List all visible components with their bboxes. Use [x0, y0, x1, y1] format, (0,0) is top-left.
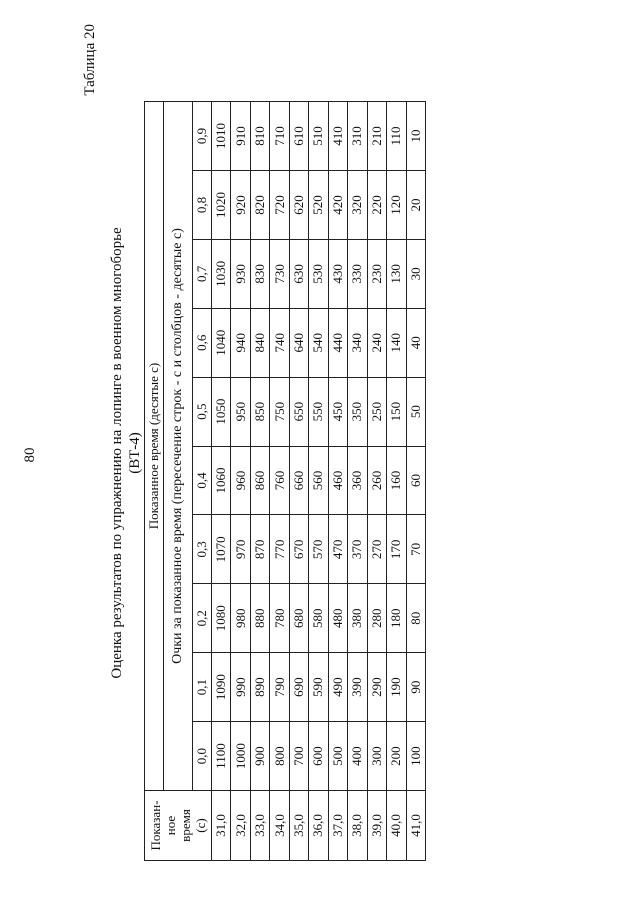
score-cell: 580	[309, 584, 328, 653]
score-cell: 220	[367, 170, 386, 239]
corner-line: Показан-	[148, 800, 163, 851]
score-cell: 1030	[212, 239, 231, 308]
score-cell: 120	[387, 170, 406, 239]
column-header: 0,1	[193, 653, 212, 722]
score-cell: 680	[289, 584, 308, 653]
score-cell: 330	[348, 239, 367, 308]
score-cell: 540	[309, 308, 328, 377]
score-cell: 310	[348, 102, 367, 171]
title-line-1: Оценка результатов по упражнению на лопинге в военном многоборье	[109, 227, 125, 679]
score-cell: 40	[406, 308, 425, 377]
score-cell: 690	[289, 653, 308, 722]
score-cell: 900	[250, 722, 269, 791]
table-label: Таблица 20	[82, 24, 98, 96]
score-cell: 1000	[231, 722, 250, 791]
score-cell: 180	[387, 584, 406, 653]
score-cell: 670	[289, 515, 308, 584]
score-cell: 990	[231, 653, 250, 722]
score-cell: 510	[309, 102, 328, 171]
score-cell: 550	[309, 377, 328, 446]
column-header: 0,4	[193, 446, 212, 515]
title-line-2: (ВТ-4)	[127, 432, 143, 474]
row-label: 38,0	[348, 791, 367, 861]
table-row	[367, 102, 386, 861]
score-cell: 920	[231, 170, 250, 239]
column-header: 0,5	[193, 377, 212, 446]
score-cell: 350	[348, 377, 367, 446]
row-label: 34,0	[270, 791, 289, 861]
score-cell: 450	[328, 377, 347, 446]
score-cell: 1100	[212, 722, 231, 791]
table-row	[309, 102, 328, 861]
table-body	[212, 102, 426, 861]
column-header: 0,6	[193, 308, 212, 377]
score-cell: 10	[406, 102, 425, 171]
score-cell: 230	[367, 239, 386, 308]
score-cell: 790	[270, 653, 289, 722]
score-cell: 620	[289, 170, 308, 239]
score-cell: 1040	[212, 308, 231, 377]
score-cell: 880	[250, 584, 269, 653]
column-header: 0,0	[193, 722, 212, 791]
score-cell: 860	[250, 446, 269, 515]
score-cell: 740	[270, 308, 289, 377]
row-label: 35,0	[289, 791, 308, 861]
score-cell: 110	[387, 102, 406, 171]
score-cell: 460	[328, 446, 347, 515]
score-cell: 290	[367, 653, 386, 722]
score-cell: 1070	[212, 515, 231, 584]
score-cell: 490	[328, 653, 347, 722]
score-cell: 1060	[212, 446, 231, 515]
score-cell: 190	[387, 653, 406, 722]
table-row	[348, 102, 367, 861]
column-header: 0,7	[193, 239, 212, 308]
score-cell: 820	[250, 170, 269, 239]
corner-header	[145, 791, 212, 861]
score-cell: 320	[348, 170, 367, 239]
score-cell: 140	[387, 308, 406, 377]
score-cell: 600	[309, 722, 328, 791]
score-cell: 360	[348, 446, 367, 515]
score-cell: 30	[406, 239, 425, 308]
score-cell: 90	[406, 653, 425, 722]
score-cell: 950	[231, 377, 250, 446]
score-cell: 270	[367, 515, 386, 584]
score-cell: 850	[250, 377, 269, 446]
score-cell: 1010	[212, 102, 231, 171]
table-row	[270, 102, 289, 861]
table-title	[108, 103, 144, 803]
scores-table	[144, 101, 426, 861]
score-cell: 210	[367, 102, 386, 171]
page-number: 80	[22, 447, 38, 463]
score-cell: 390	[348, 653, 367, 722]
score-cell: 100	[406, 722, 425, 791]
score-cell: 530	[309, 239, 328, 308]
score-cell: 240	[367, 308, 386, 377]
corner-line: (с)	[193, 818, 208, 833]
score-cell: 980	[231, 584, 250, 653]
column-header: 0,9	[193, 102, 212, 171]
score-cell: 810	[250, 102, 269, 171]
score-cell: 280	[367, 584, 386, 653]
score-cell: 160	[387, 446, 406, 515]
score-cell: 650	[289, 377, 308, 446]
score-cell: 380	[348, 584, 367, 653]
score-cell: 710	[270, 102, 289, 171]
score-cell: 570	[309, 515, 328, 584]
row-label: 40,0	[387, 791, 406, 861]
score-cell: 660	[289, 446, 308, 515]
score-cell: 300	[367, 722, 386, 791]
corner-line: время	[178, 809, 193, 842]
row-label: 36,0	[309, 791, 328, 861]
score-cell: 890	[250, 653, 269, 722]
score-cell: 480	[328, 584, 347, 653]
score-cell: 430	[328, 239, 347, 308]
score-cell: 730	[270, 239, 289, 308]
table-row	[250, 102, 269, 861]
score-cell: 470	[328, 515, 347, 584]
score-cell: 970	[231, 515, 250, 584]
row-label: 39,0	[367, 791, 386, 861]
column-header: 0,3	[193, 515, 212, 584]
table-row	[328, 102, 347, 861]
score-cell: 720	[270, 170, 289, 239]
score-cell: 80	[406, 584, 425, 653]
score-cell: 1080	[212, 584, 231, 653]
score-cell: 410	[328, 102, 347, 171]
score-cell: 250	[367, 377, 386, 446]
score-cell: 870	[250, 515, 269, 584]
table-row	[212, 102, 231, 861]
score-cell: 780	[270, 584, 289, 653]
score-cell: 370	[348, 515, 367, 584]
score-cell: 940	[231, 308, 250, 377]
score-cell: 260	[367, 446, 386, 515]
score-cell: 630	[289, 239, 308, 308]
header-sub: Очки за показанное время (пересечение строк - с и столбцов - десятые с)	[164, 102, 193, 791]
table-row	[406, 102, 425, 861]
column-header: 0,8	[193, 170, 212, 239]
score-cell: 930	[231, 239, 250, 308]
score-cell: 800	[270, 722, 289, 791]
score-cell: 700	[289, 722, 308, 791]
score-cell: 200	[387, 722, 406, 791]
score-cell: 340	[348, 308, 367, 377]
score-cell: 750	[270, 377, 289, 446]
score-cell: 20	[406, 170, 425, 239]
score-cell: 420	[328, 170, 347, 239]
score-cell: 50	[406, 377, 425, 446]
score-cell: 760	[270, 446, 289, 515]
score-cell: 170	[387, 515, 406, 584]
score-cell: 910	[231, 102, 250, 171]
table-row	[289, 102, 308, 861]
score-cell: 130	[387, 239, 406, 308]
score-cell: 70	[406, 515, 425, 584]
score-cell: 400	[348, 722, 367, 791]
score-cell: 960	[231, 446, 250, 515]
column-header: 0,2	[193, 584, 212, 653]
score-cell: 830	[250, 239, 269, 308]
table-row	[387, 102, 406, 861]
row-label: 37,0	[328, 791, 347, 861]
score-cell: 840	[250, 308, 269, 377]
score-cell: 520	[309, 170, 328, 239]
score-cell: 1020	[212, 170, 231, 239]
score-cell: 610	[289, 102, 308, 171]
score-cell: 640	[289, 308, 308, 377]
corner-line: ное	[163, 815, 178, 836]
score-cell: 1050	[212, 377, 231, 446]
row-label: 33,0	[250, 791, 269, 861]
table-row	[231, 102, 250, 861]
score-cell: 60	[406, 446, 425, 515]
row-label: 31,0	[212, 791, 231, 861]
column-header-row	[193, 102, 212, 861]
score-cell: 150	[387, 377, 406, 446]
header-top: Показанное время (десятые с)	[145, 102, 164, 791]
score-cell: 500	[328, 722, 347, 791]
score-cell: 590	[309, 653, 328, 722]
row-label: 41,0	[406, 791, 425, 861]
score-cell: 440	[328, 308, 347, 377]
score-cell: 560	[309, 446, 328, 515]
row-label: 32,0	[231, 791, 250, 861]
score-cell: 770	[270, 515, 289, 584]
score-cell: 1090	[212, 653, 231, 722]
